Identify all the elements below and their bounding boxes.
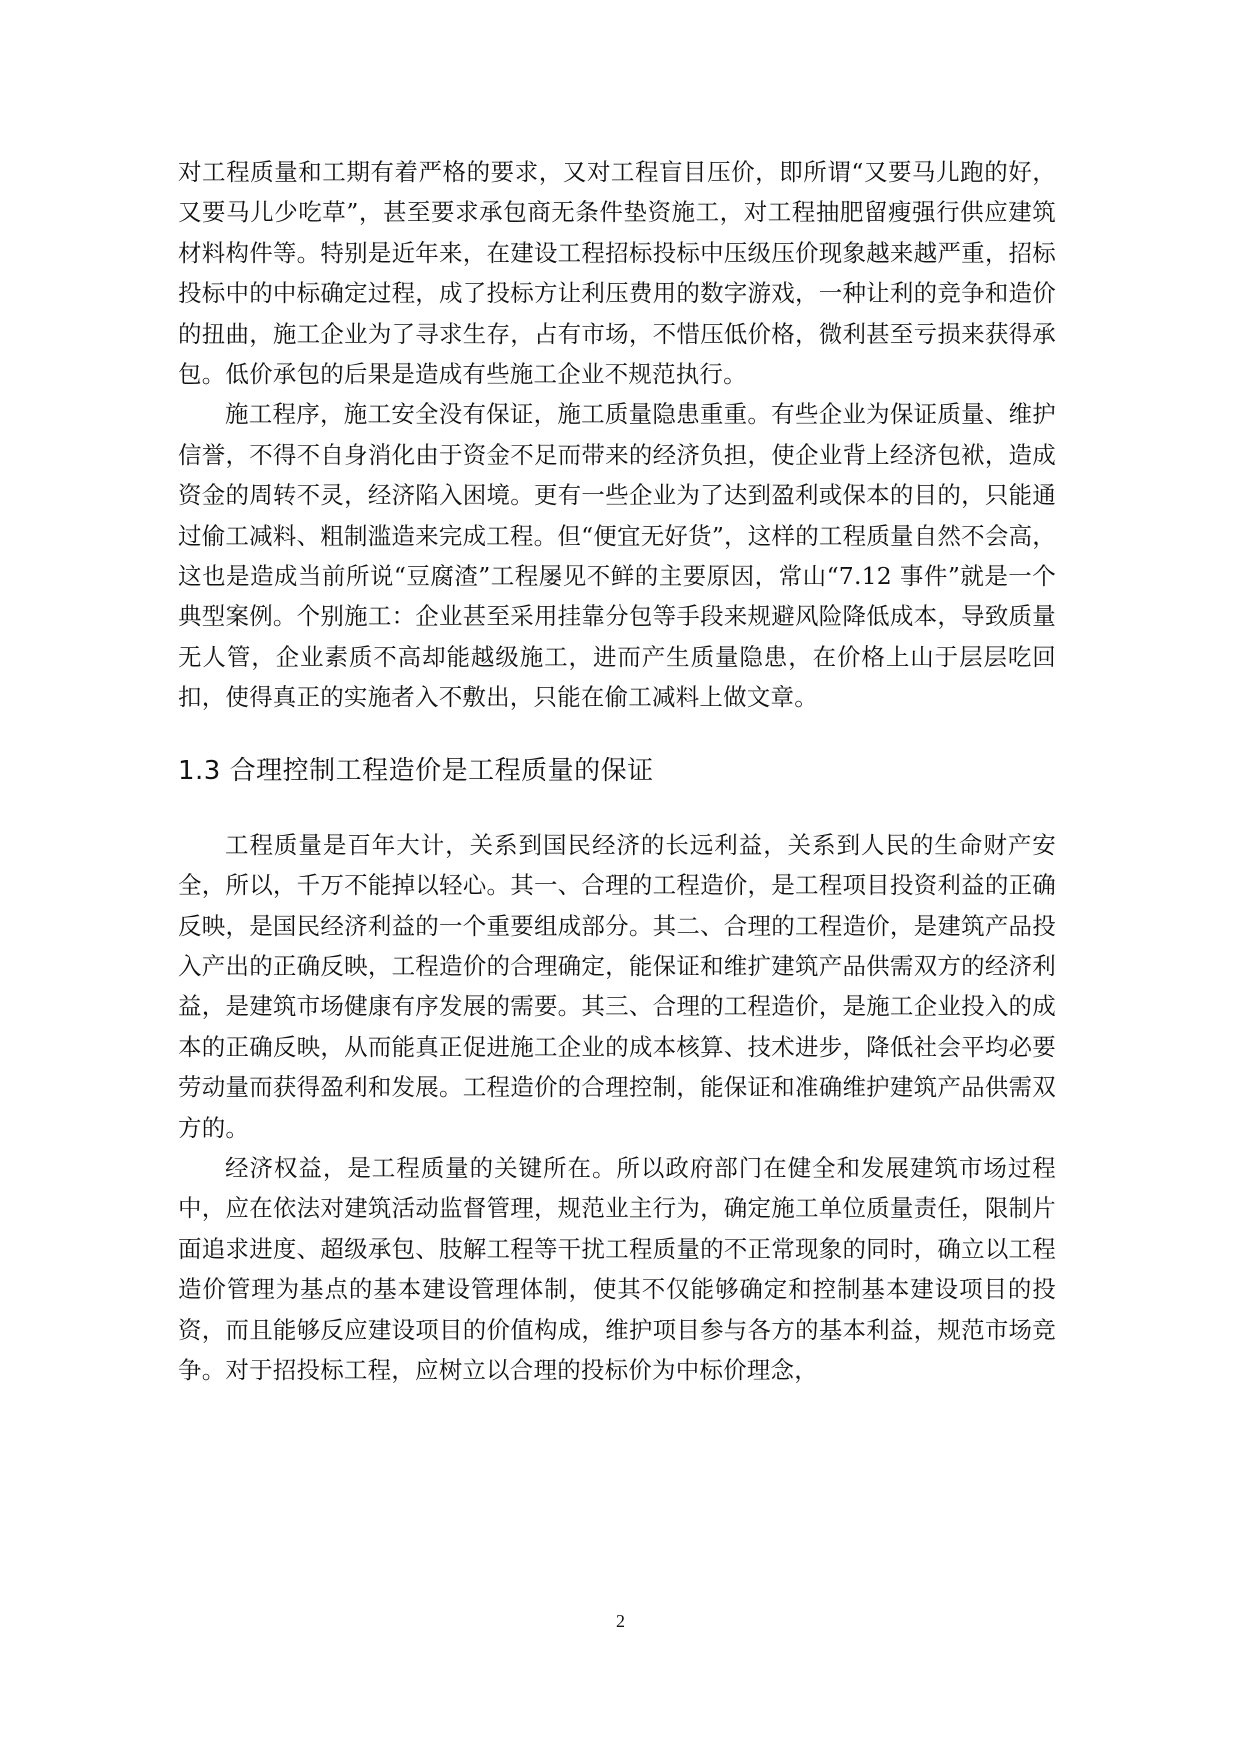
page-number: 2 — [616, 1611, 625, 1631]
paragraph-quality-importance: 工程质量是百年大计，关系到国民经济的长远利益，关系到人民的生命财产安全，所以，千万不能掉以轻心。其一、合理的工程造价，是工程项目投资利益的正确反映，是国民经济利益的一个重要组成部分。其二、合理的工程造价，是建筑产品投入产出的正确反映，工程造价的合理确定，能保证和维扩建筑产品供需双方的经济利益，是建筑市场健康有序发展的需要。其三、合理的工程造价，是施工企业投入的成本的正确反映，从而能真正促进施工企业的成本核算、技术进步，降低社会平均必要劳动量而获得盈利和发展。工程造价的合理控制，能保证和准确维护建筑产品供需双方的。 — [178, 830, 1056, 1142]
paragraph-continuation: 对工程质量和工期有着严格的要求，又对工程盲目压价，即所谓“又要马儿跑的好，又要马儿少吃草”，甚至要求承包商无条件垫资施工，对工程抽肥留瘦强行供应建筑材料构件等。特别是近年来，在建设工程招标投标中压级压价现象越来越严重，招标投标中的中标确定过程，成了投标方让利压费用的数字游戏，一种让利的竞争和造价的扭曲，施工企业为了寻求生存，占有市场，不惜压低价格，微利甚至亏损来获得承包。低价承包的后果是造成有些施工企业不规范执行。 — [178, 158, 1056, 389]
page-content — [178, 152, 1056, 1390]
paragraph-construction-procedure: 施工程序，施工安全没有保证，施工质量隐患重重。有些企业为保证质量、维护信誉，不得不自身消化由于资金不足而带来的经济负担，使企业背上经济包袱，造成资金的周转不灵，经济陷入困境。更有一些企业为了达到盈利或保本的目的，只能通过偷工减料、粗制滥造来完成工程。但“便宜无好货”，这样的工程质量自然不会高，这也是造成当前所说“豆腐渣”工程屡见不鲜的主要原因，常山“7.12 事件”就是一个典型案例。个别施工：企业甚至采用挂靠分包等手段来规避风险降低成本，导致质量无人管，企业素质不高却能越级施工，进而产生质量隐患，在价格上山于层层吃回扣，使得真正的实施者入不敷出，只能在偷工减料上做文章。 — [178, 400, 1056, 712]
section-heading: 1.3 合理控制工程造价是工程质量的保证 — [178, 755, 654, 786]
paragraph-economic-rights: 经济权益，是工程质量的关键所在。所以政府部门在健全和发展建筑市场过程中，应在依法对建筑活动监督管理，规范业主行为，确定施工单位质量责任，限制片面追求进度、超级承包、肢解工程等干扰工程质量的不正常现象的同时，确立以工程造价管理为基点的基本建设管理体制，使其不仅能够确定和控制基本建设项目的投资，而且能够反应建设项目的价值构成，维护项目参与各方的基本利益，规范市场竞争。对于招投标工程，应树立以合理的投标价为中标价理念， — [178, 1153, 1056, 1384]
